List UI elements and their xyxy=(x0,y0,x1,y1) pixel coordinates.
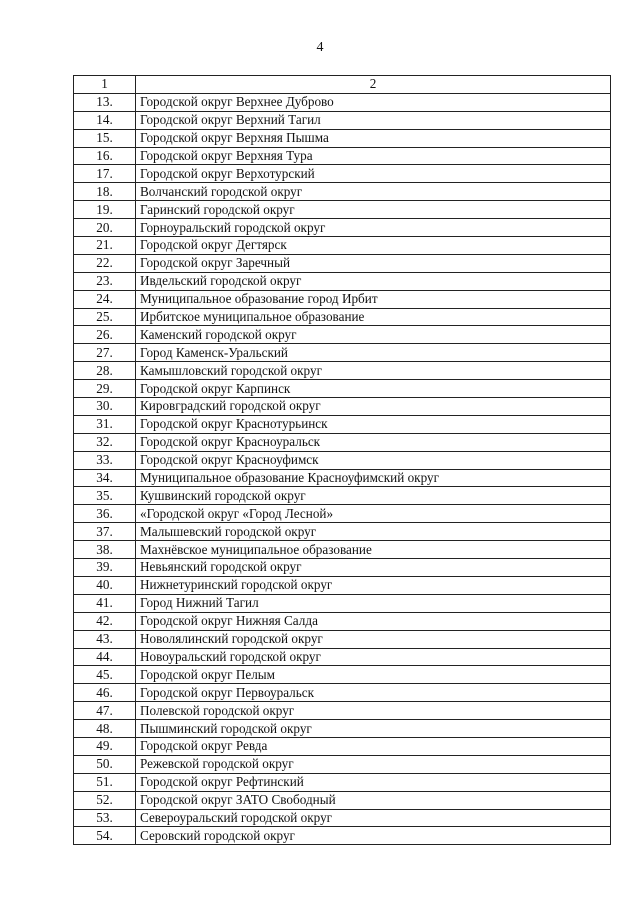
row-number-cell: 41. xyxy=(74,594,136,612)
municipality-name-cell: Пышминский городской округ xyxy=(136,720,611,738)
row-number-cell: 36. xyxy=(74,505,136,523)
municipality-name-cell: Городской округ Карпинск xyxy=(136,380,611,398)
table-row xyxy=(74,237,611,255)
row-number-cell: 23. xyxy=(74,272,136,290)
row-number-cell: 30. xyxy=(74,398,136,416)
row-number-cell: 54. xyxy=(74,827,136,845)
municipality-name-cell: Городской округ Нижняя Салда xyxy=(136,612,611,630)
municipality-name-cell: Каменский городской округ xyxy=(136,326,611,344)
municipality-name-cell: Городской округ ЗАТО Свободный xyxy=(136,791,611,809)
municipality-name-cell: Новоуральский городской округ xyxy=(136,648,611,666)
row-number-cell: 42. xyxy=(74,612,136,630)
table-row xyxy=(74,290,611,308)
row-number-cell: 18. xyxy=(74,183,136,201)
municipality-name-cell: Городской округ Верхотурский xyxy=(136,165,611,183)
row-number-cell: 49. xyxy=(74,737,136,755)
row-number-cell: 46. xyxy=(74,684,136,702)
row-number-cell: 28. xyxy=(74,362,136,380)
table-row xyxy=(74,773,611,791)
row-number-cell: 16. xyxy=(74,147,136,165)
row-number-cell: 45. xyxy=(74,666,136,684)
row-number-cell: 38. xyxy=(74,541,136,559)
municipality-name-cell: Муниципальное образование город Ирбит xyxy=(136,290,611,308)
row-number-cell: 24. xyxy=(74,290,136,308)
table-row xyxy=(74,165,611,183)
table-row xyxy=(74,648,611,666)
table-row xyxy=(74,183,611,201)
municipality-name-cell: Город Нижний Тагил xyxy=(136,594,611,612)
municipality-name-cell: Североуральский городской округ xyxy=(136,809,611,827)
page-number: 4 xyxy=(316,40,324,55)
municipality-name-cell: Махнёвское муниципальное образование xyxy=(136,541,611,559)
table-row xyxy=(74,93,611,111)
table-row xyxy=(74,398,611,416)
table-row xyxy=(74,254,611,272)
row-number-cell: 20. xyxy=(74,219,136,237)
municipality-name-cell: Кушвинский городской округ xyxy=(136,487,611,505)
municipality-name-cell: Новолялинский городской округ xyxy=(136,630,611,648)
municipality-name-cell: Городской округ Красноуфимск xyxy=(136,451,611,469)
municipality-name-cell: Ивдельский городской округ xyxy=(136,272,611,290)
table-row xyxy=(74,147,611,165)
municipality-name-cell: Камышловский городской округ xyxy=(136,362,611,380)
municipality-name-cell: Город Каменск-Уральский xyxy=(136,344,611,362)
row-number-cell: 31. xyxy=(74,415,136,433)
table-row xyxy=(74,433,611,451)
row-number-cell: 40. xyxy=(74,576,136,594)
row-number-cell: 32. xyxy=(74,433,136,451)
row-number-cell: 17. xyxy=(74,165,136,183)
row-number-cell: 29. xyxy=(74,380,136,398)
table-row xyxy=(74,576,611,594)
table-row xyxy=(74,612,611,630)
row-number-cell: 25. xyxy=(74,308,136,326)
table-row xyxy=(74,755,611,773)
municipality-name-cell: Нижнетуринский городской округ xyxy=(136,576,611,594)
table-row xyxy=(74,630,611,648)
table-row xyxy=(74,469,611,487)
row-number-cell: 33. xyxy=(74,451,136,469)
table-row xyxy=(74,684,611,702)
table-row xyxy=(74,505,611,523)
row-number-cell: 39. xyxy=(74,559,136,577)
municipality-name-cell: Городской округ Ревда xyxy=(136,737,611,755)
table-header-row xyxy=(74,76,611,94)
municipality-name-cell: Волчанский городской округ xyxy=(136,183,611,201)
table-row xyxy=(74,809,611,827)
municipality-name-cell: Городской округ Верхняя Тура xyxy=(136,147,611,165)
municipality-name-cell: Ирбитское муниципальное образование xyxy=(136,308,611,326)
row-number-cell: 13. xyxy=(74,93,136,111)
municipality-name-cell: Режевской городской округ xyxy=(136,755,611,773)
municipality-name-cell: Муниципальное образование Красноуфимский округ xyxy=(136,469,611,487)
row-number-cell: 50. xyxy=(74,755,136,773)
row-number-cell: 35. xyxy=(74,487,136,505)
column-number-header: 1 xyxy=(74,76,136,94)
row-number-cell: 48. xyxy=(74,720,136,738)
table-row xyxy=(74,362,611,380)
municipality-name-cell: Серовский городской округ xyxy=(136,827,611,845)
table-row xyxy=(74,666,611,684)
municipality-name-cell: «Городской округ «Город Лесной» xyxy=(136,505,611,523)
table-row xyxy=(74,702,611,720)
table-row xyxy=(74,326,611,344)
row-number-cell: 22. xyxy=(74,254,136,272)
table-row xyxy=(74,415,611,433)
table-row xyxy=(74,451,611,469)
row-number-cell: 21. xyxy=(74,237,136,255)
table-row xyxy=(74,827,611,845)
table-row xyxy=(74,541,611,559)
municipality-name-cell: Гаринский городской округ xyxy=(136,201,611,219)
table-body xyxy=(74,76,611,845)
municipality-name-cell: Невьянский городской округ xyxy=(136,559,611,577)
table-row xyxy=(74,219,611,237)
row-number-cell: 51. xyxy=(74,773,136,791)
row-number-cell: 43. xyxy=(74,630,136,648)
row-number-cell: 52. xyxy=(74,791,136,809)
municipality-name-cell: Городской округ Заречный xyxy=(136,254,611,272)
table-row xyxy=(74,737,611,755)
row-number-cell: 15. xyxy=(74,129,136,147)
table-row xyxy=(74,111,611,129)
municipality-name-cell: Городской округ Дегтярск xyxy=(136,237,611,255)
municipality-name-cell: Кировградский городской округ xyxy=(136,398,611,416)
row-number-cell: 44. xyxy=(74,648,136,666)
table-row xyxy=(74,344,611,362)
table-row xyxy=(74,559,611,577)
table-row xyxy=(74,523,611,541)
table-row xyxy=(74,129,611,147)
municipality-name-cell: Городской округ Пелым xyxy=(136,666,611,684)
municipalities-table xyxy=(73,75,611,845)
row-number-cell: 53. xyxy=(74,809,136,827)
row-number-cell: 34. xyxy=(74,469,136,487)
row-number-cell: 37. xyxy=(74,523,136,541)
municipality-name-cell: Горноуральский городской округ xyxy=(136,219,611,237)
row-number-cell: 47. xyxy=(74,702,136,720)
table-row xyxy=(74,272,611,290)
row-number-cell: 19. xyxy=(74,201,136,219)
municipality-name-cell: Городской округ Рефтинский xyxy=(136,773,611,791)
municipality-name-cell: Городской округ Верхнее Дуброво xyxy=(136,93,611,111)
table-row xyxy=(74,487,611,505)
column-name-header: 2 xyxy=(136,76,611,94)
row-number-cell: 26. xyxy=(74,326,136,344)
municipality-name-cell: Городской округ Краснотурьинск xyxy=(136,415,611,433)
municipality-name-cell: Городской округ Верхний Тагил xyxy=(136,111,611,129)
table-row xyxy=(74,791,611,809)
table-row xyxy=(74,380,611,398)
municipality-name-cell: Городской округ Верхняя Пышма xyxy=(136,129,611,147)
table-row xyxy=(74,201,611,219)
table-row xyxy=(74,308,611,326)
municipality-name-cell: Малышевский городской округ xyxy=(136,523,611,541)
table-row xyxy=(74,594,611,612)
row-number-cell: 27. xyxy=(74,344,136,362)
row-number-cell: 14. xyxy=(74,111,136,129)
municipality-name-cell: Полевской городской округ xyxy=(136,702,611,720)
municipality-name-cell: Городской округ Первоуральск xyxy=(136,684,611,702)
table-row xyxy=(74,720,611,738)
municipality-name-cell: Городской округ Красноуральск xyxy=(136,433,611,451)
